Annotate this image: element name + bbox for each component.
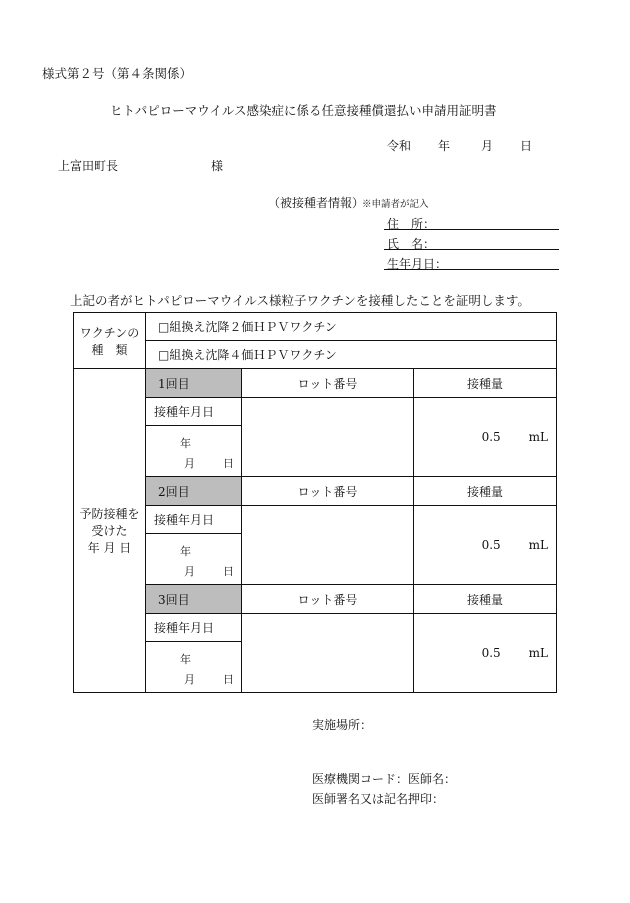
table-row (74, 313, 557, 341)
birthdate-field (384, 269, 559, 270)
lot-number-cell (242, 398, 414, 477)
dose-amount-cell: 0.5 mL (414, 614, 557, 693)
lot-number-header: ロット番号 (242, 585, 414, 614)
table-row (74, 341, 557, 369)
dose-amount-cell: 0.5 mL (414, 506, 557, 585)
vaccination-month-day-label: 月 日 (146, 667, 242, 693)
birthdate-label: 生年月日： (387, 257, 448, 271)
dose-2-label: 2回目 (146, 477, 242, 506)
date-month-label: 月 (481, 139, 494, 153)
addressee-honorific: 様 (211, 159, 224, 173)
recipient-heading: （被接種者情報） (268, 196, 365, 210)
dose-amount-header: 接種量 (414, 369, 557, 398)
table-row (74, 614, 557, 642)
dose-amount-cell: 0.5 mL (414, 398, 557, 477)
addressee: 上富田町長 (58, 159, 119, 173)
doctor-signature-label: 医師署名又は記名押印： (312, 792, 445, 806)
vaccine-type-label: ワクチンの 種 類 (74, 313, 146, 369)
table-row (74, 477, 557, 506)
vaccination-year-label: 年 (146, 426, 242, 451)
dose-1-label: 1回目 (146, 369, 242, 398)
vaccination-date-row-label: 接種年月日 (146, 614, 242, 642)
table-row (74, 369, 557, 398)
vaccination-date-row-label: 接種年月日 (146, 506, 242, 534)
vaccination-year-label: 年 (146, 534, 242, 559)
vaccination-date-row-label: 接種年月日 (146, 398, 242, 426)
vaccination-year-label: 年 (146, 642, 242, 667)
dose-amount-header: 接種量 (414, 585, 557, 614)
lot-number-header: ロット番号 (242, 369, 414, 398)
address-label: 住 所： (387, 217, 436, 231)
name-field (384, 249, 559, 250)
name-label: 氏 名： (387, 237, 436, 251)
certification-statement: 上記の者がヒトパピローマウイルス様粒子ワクチンを接種したことを証明します。 (70, 293, 530, 308)
vaccine-option-quadrivalent: □組換え沈降４価ＨＰＶワクチン (146, 341, 557, 369)
vaccination-place-label: 実施場所： (312, 718, 373, 732)
vaccination-table (73, 312, 557, 693)
dose-amount-header: 接種量 (414, 477, 557, 506)
institution-code-label: 医療機関コード：医師名： (312, 772, 457, 786)
vaccination-date-label: 予防接種を 受けた 年 月 日 (74, 369, 146, 693)
lot-number-cell (242, 506, 414, 585)
date-era: 令和 (387, 139, 412, 153)
date-year-label: 年 (438, 139, 451, 153)
vaccine-option-bivalent: □組換え沈降２価ＨＰＶワクチン (146, 313, 557, 341)
document-title: ヒトパピローマウイルス感染症に係る任意接種償還払い申請用証明書 (110, 103, 497, 118)
table-row (74, 506, 557, 534)
table-row (74, 398, 557, 426)
vaccination-month-day-label: 月 日 (146, 451, 242, 477)
vaccination-month-day-label: 月 日 (146, 559, 242, 585)
date-day-label: 日 (520, 139, 533, 153)
form-number: 様式第２号（第４条関係） (42, 66, 193, 81)
table-row (74, 585, 557, 614)
dose-3-label: 3回目 (146, 585, 242, 614)
lot-number-header: ロット番号 (242, 477, 414, 506)
recipient-note: ※申請者が記入 (362, 199, 429, 210)
address-field (384, 229, 559, 230)
lot-number-cell (242, 614, 414, 693)
